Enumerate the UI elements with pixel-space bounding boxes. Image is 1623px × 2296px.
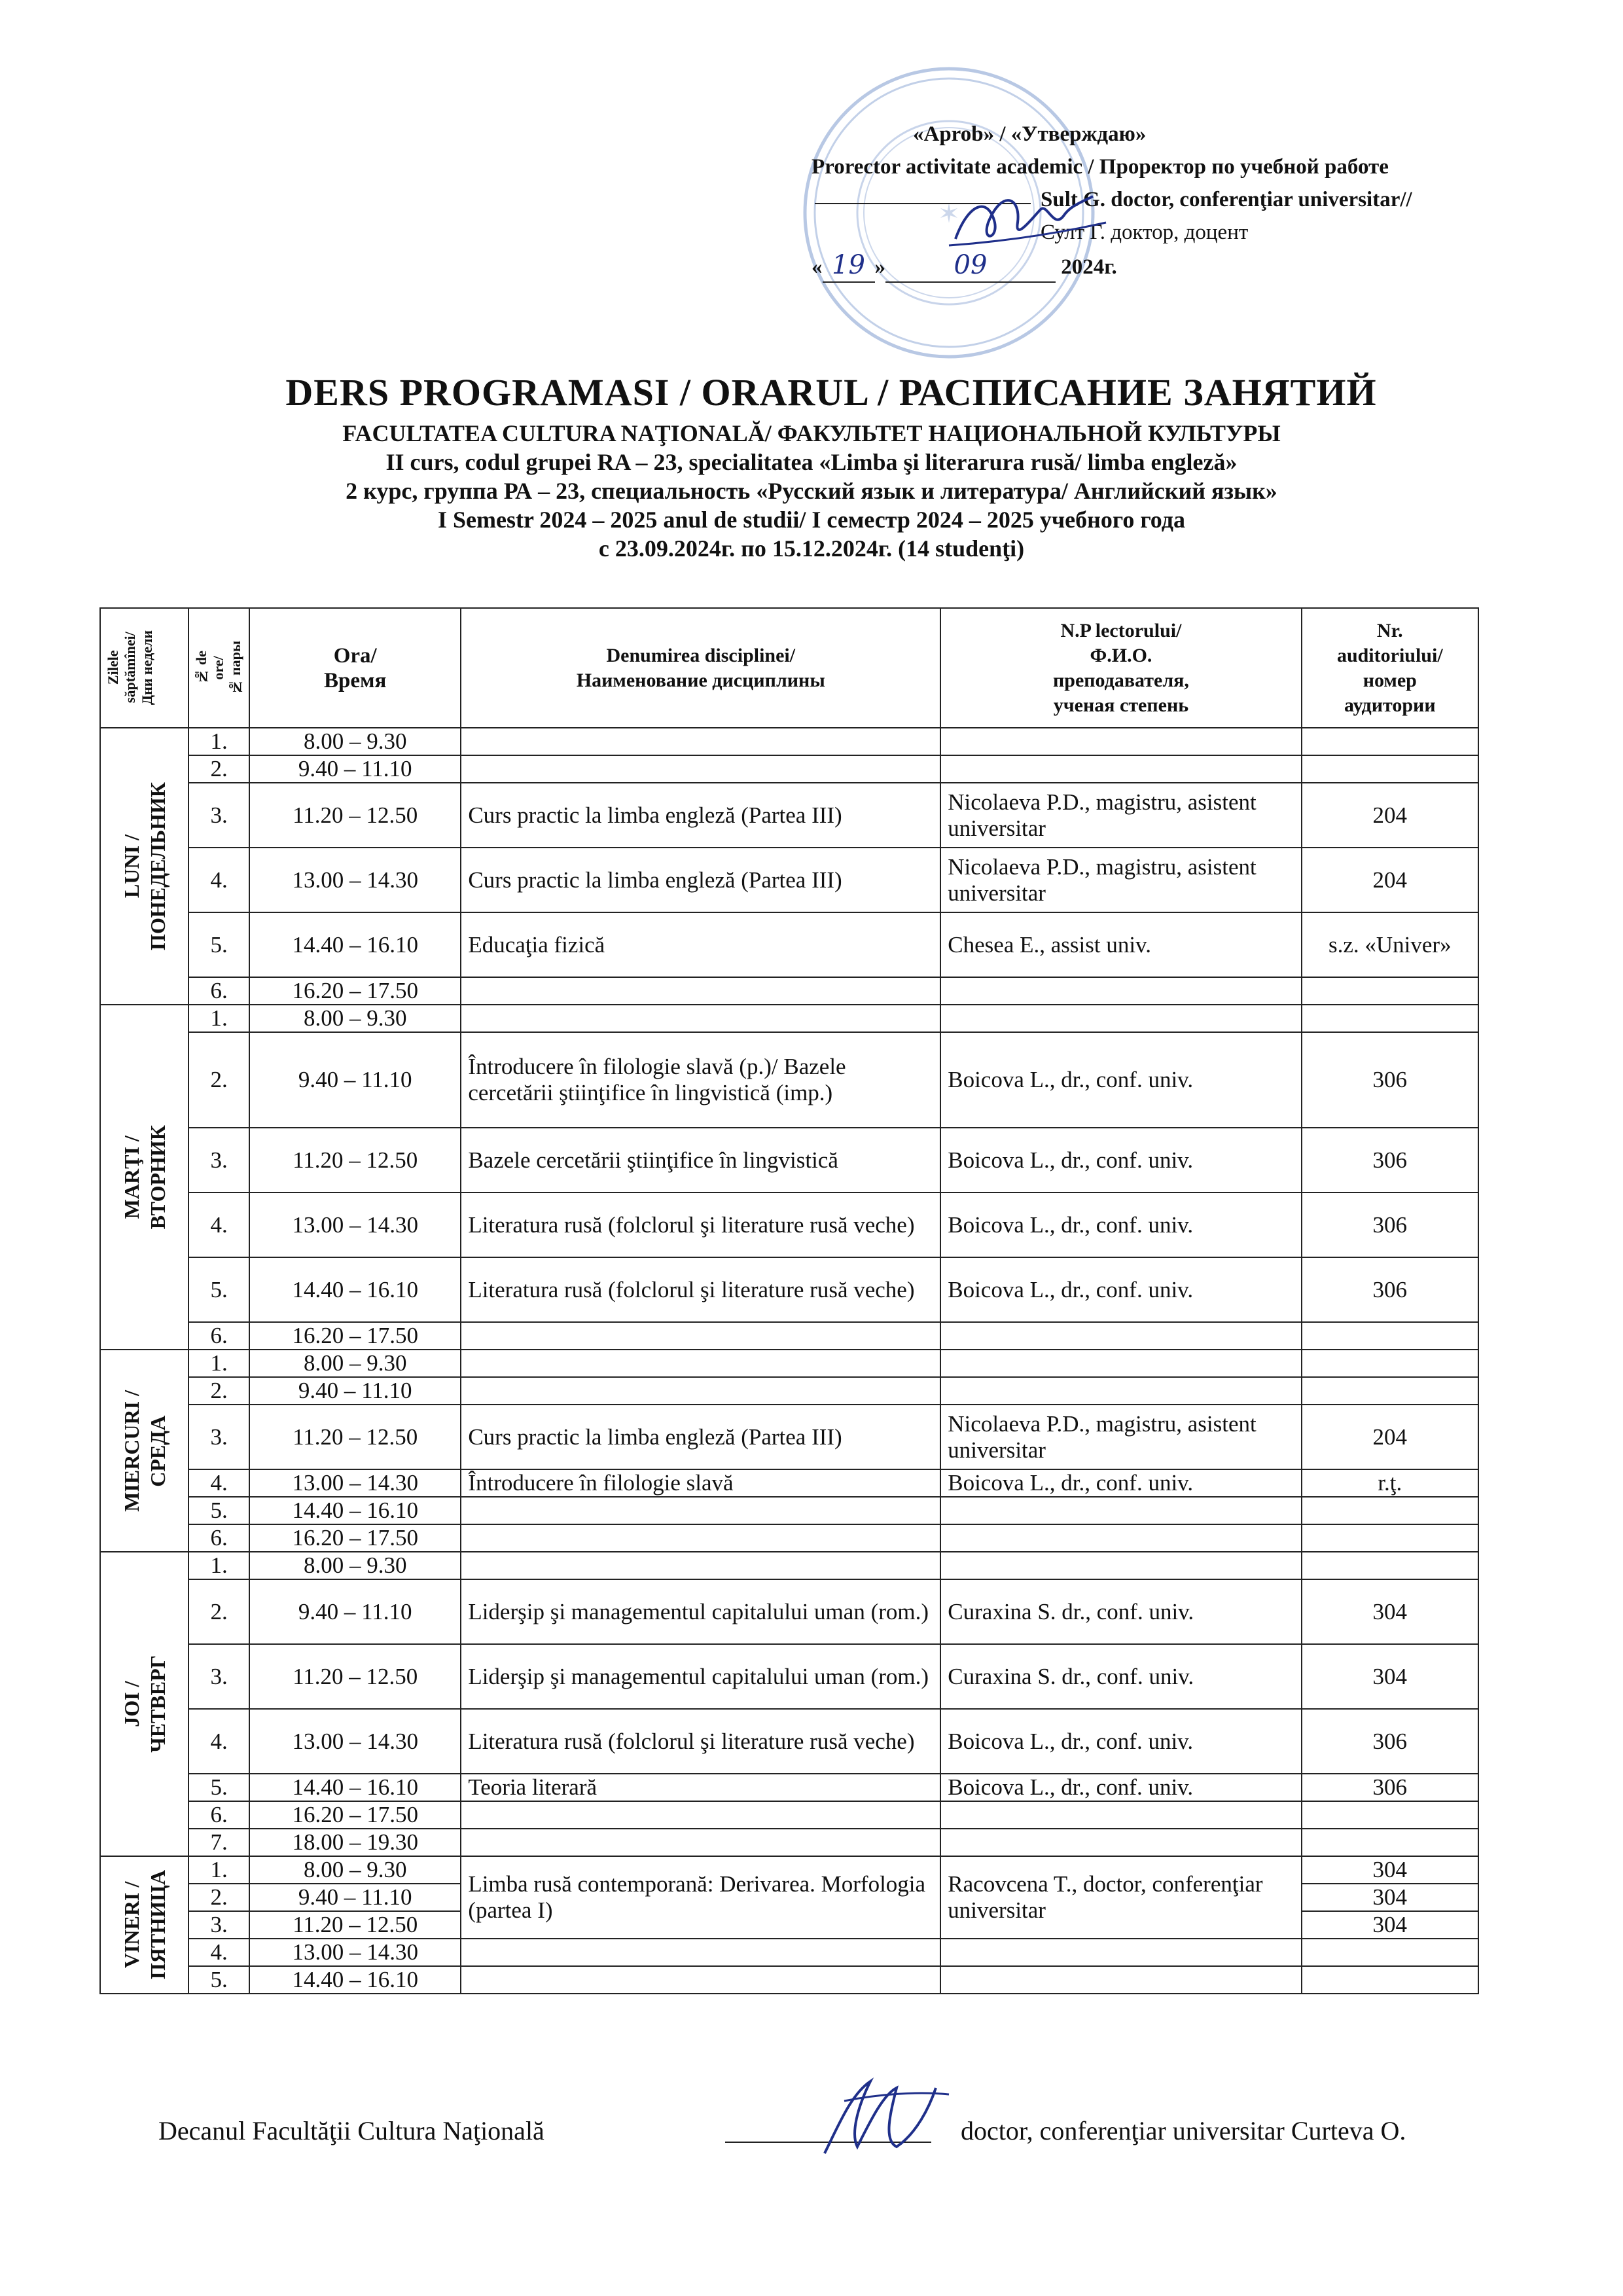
room-cell: 306	[1302, 1774, 1478, 1801]
lecturer-cell: Boicova L., dr., conf. univ.	[940, 1709, 1301, 1774]
lecturer-cell: Chesea E., assist univ.	[940, 912, 1301, 977]
pair-time: 9.40 – 11.10	[249, 1884, 461, 1911]
period: с 23.09.2024г. по 15.12.2024г. (14 studenţi)	[598, 535, 1025, 562]
lecturer-cell: Nicolaeva P.D., magistru, asistent universitar	[940, 1405, 1301, 1469]
room-cell	[1302, 977, 1478, 1005]
subject-cell	[461, 977, 940, 1005]
day-cell	[100, 1005, 188, 1350]
subject-cell: Curs practic la limba engleză (Partea III)	[461, 1405, 940, 1469]
pair-time: 11.20 – 12.50	[249, 1911, 461, 1939]
lecturer-cell: Nicolaeva P.D., magistru, asistent universitar	[940, 783, 1301, 848]
pair-number: 2.	[188, 755, 249, 783]
approval-name-ru: Султ Г. доктор, доцент	[1041, 221, 1249, 244]
subject-cell: Educaţia fizică	[461, 912, 940, 977]
lecturer-cell: Boicova L., dr., conf. univ.	[940, 1193, 1301, 1257]
lecturer-cell	[940, 1829, 1301, 1856]
subject-cell: Literatura rusă (folclorul şi literature rusă veche)	[461, 1709, 940, 1774]
lecturer-cell	[940, 1552, 1301, 1579]
schedule-row	[100, 1377, 1478, 1405]
room-cell: 204	[1302, 1405, 1478, 1469]
pair-time: 9.40 – 11.10	[249, 1032, 461, 1128]
pair-number: 2.	[188, 1579, 249, 1644]
schedule-row	[100, 1524, 1478, 1552]
day-label: VINERI / ПЯТНИЦА	[119, 1870, 169, 1980]
pair-number: 2.	[188, 1032, 249, 1128]
subject-cell: Literatura rusă (folclorul şi literature rusă veche)	[461, 1257, 940, 1322]
lecturer-cell	[940, 755, 1301, 783]
pair-number: 2.	[188, 1377, 249, 1405]
pair-time: 8.00 – 9.30	[249, 728, 461, 755]
room-cell	[1302, 1966, 1478, 1994]
pair-number: 6.	[188, 1524, 249, 1552]
pair-time: 8.00 – 9.30	[249, 1856, 461, 1884]
lecturer-cell	[940, 1350, 1301, 1377]
room-cell: 304	[1302, 1884, 1478, 1911]
document-titles	[0, 367, 1623, 563]
subject-cell: Curs practic la limba engleză (Partea III)	[461, 848, 940, 912]
pair-time: 11.20 – 12.50	[249, 783, 461, 848]
pair-time: 8.00 – 9.30	[249, 1552, 461, 1579]
pair-time: 13.00 – 14.30	[249, 1939, 461, 1966]
room-cell	[1302, 1829, 1478, 1856]
schedule-row	[100, 728, 1478, 755]
room-cell: 304	[1302, 1856, 1478, 1884]
pair-number: 1.	[188, 1005, 249, 1032]
lecturer-cell: Boicova L., dr., conf. univ.	[940, 1469, 1301, 1497]
room-cell: 204	[1302, 848, 1478, 912]
subject-cell	[461, 1524, 940, 1552]
pair-time: 16.20 – 17.50	[249, 1801, 461, 1829]
pair-number: 5.	[188, 1257, 249, 1322]
pair-number: 2.	[188, 1884, 249, 1911]
dean-signature	[785, 2068, 955, 2166]
date-year: 2024г.	[1061, 255, 1117, 279]
svg-text:✶: ✶	[938, 199, 960, 229]
subject-cell	[461, 1801, 940, 1829]
lecturer-cell	[940, 1377, 1301, 1405]
pair-time: 13.00 – 14.30	[249, 848, 461, 912]
faculty-title: FACULTATEA CULTURA NAŢIONALĂ/ ФАКУЛЬТЕТ НАЦИОНАЛЬНОЙ КУЛЬТУРЫ	[342, 420, 1281, 446]
lecturer-cell: Boicova L., dr., conf. univ.	[940, 1257, 1301, 1322]
pair-time: 13.00 – 14.30	[249, 1709, 461, 1774]
schedule-row	[100, 1939, 1478, 1966]
schedule-row	[100, 1644, 1478, 1709]
lecturer-cell	[940, 1939, 1301, 1966]
header-subject: Denumirea disciplinei/ Наименование дисциплины	[461, 608, 940, 728]
lecturer-cell: Curaxina S. dr., conf. univ.	[940, 1644, 1301, 1709]
lecturer-cell: Nicolaeva P.D., magistru, asistent universitar	[940, 848, 1301, 912]
room-cell: 304	[1302, 1644, 1478, 1709]
lecturer-cell: Boicova L., dr., conf. univ.	[940, 1032, 1301, 1128]
room-cell: 304	[1302, 1911, 1478, 1939]
schedule-row	[100, 1774, 1478, 1801]
lecturer-cell: Curaxina S. dr., conf. univ.	[940, 1579, 1301, 1644]
prorector-signature	[942, 177, 1113, 262]
day-cell	[100, 1856, 188, 1994]
pair-time: 9.40 – 11.10	[249, 1579, 461, 1644]
schedule-row	[100, 1193, 1478, 1257]
subject-cell	[461, 1005, 940, 1032]
pair-time: 14.40 – 16.10	[249, 1257, 461, 1322]
schedule-row	[100, 1005, 1478, 1032]
pair-number: 5.	[188, 912, 249, 977]
room-cell	[1302, 728, 1478, 755]
room-cell	[1302, 1350, 1478, 1377]
approval-title: «Aprob» / «Утверждаю»	[913, 122, 1147, 146]
pair-number: 1.	[188, 1350, 249, 1377]
schedule-row	[100, 848, 1478, 912]
subject-cell: Liderşip şi managementul capitalului uman (rom.)	[461, 1579, 940, 1644]
lecturer-cell	[940, 1524, 1301, 1552]
room-cell: 304	[1302, 1579, 1478, 1644]
room-cell	[1302, 1005, 1478, 1032]
header-num: № de ore/ № пары	[188, 608, 249, 728]
schedule-row	[100, 1709, 1478, 1774]
pair-time: 14.40 – 16.10	[249, 1966, 461, 1994]
pair-number: 4.	[188, 848, 249, 912]
schedule-row	[100, 1966, 1478, 1994]
approval-name-ro: Sult G. doctor, conferenţiar universitar//	[812, 183, 1558, 216]
pair-number: 4.	[188, 1469, 249, 1497]
pair-time: 8.00 – 9.30	[249, 1005, 461, 1032]
subject-cell: Curs practic la limba engleză (Partea III)	[461, 783, 940, 848]
pair-number: 3.	[188, 1128, 249, 1193]
subject-cell	[461, 1497, 940, 1524]
day-label: JOI / ЧЕТВЕРГ	[119, 1655, 169, 1753]
schedule-table	[99, 607, 1479, 1994]
lecturer-cell: Racovcena T., doctor, conferenţiar universitar	[940, 1856, 1301, 1939]
schedule-row	[100, 783, 1478, 848]
pair-time: 16.20 – 17.50	[249, 1322, 461, 1350]
schedule-row	[100, 755, 1478, 783]
pair-time: 16.20 – 17.50	[249, 977, 461, 1005]
room-cell: 306	[1302, 1709, 1478, 1774]
lecturer-cell	[940, 1005, 1301, 1032]
pair-time: 9.40 – 11.10	[249, 755, 461, 783]
header-lecturer: N.P lectorului/ Ф.И.О. преподавателя, ученая степень	[940, 608, 1301, 728]
date-month: 09	[885, 249, 1056, 283]
pair-time: 11.20 – 12.50	[249, 1644, 461, 1709]
pair-number: 3.	[188, 1644, 249, 1709]
subject-cell	[461, 1350, 940, 1377]
room-cell: 306	[1302, 1193, 1478, 1257]
header-room: Nr. auditoriului/ номер аудитории	[1302, 608, 1478, 728]
subject-cell	[461, 1939, 940, 1966]
pair-time: 13.00 – 14.30	[249, 1193, 461, 1257]
room-cell	[1302, 1801, 1478, 1829]
pair-time: 14.40 – 16.10	[249, 912, 461, 977]
pair-number: 5.	[188, 1774, 249, 1801]
day-label: LUNI / ПОНЕДЕЛЬНИК	[119, 782, 169, 950]
pair-time: 14.40 – 16.10	[249, 1774, 461, 1801]
schedule-row	[100, 1579, 1478, 1644]
schedule-row	[100, 1856, 1478, 1884]
day-cell	[100, 1552, 188, 1856]
subject-cell	[461, 1377, 940, 1405]
schedule-row	[100, 1801, 1478, 1829]
schedule-row	[100, 912, 1478, 977]
pair-time: 14.40 – 16.10	[249, 1497, 461, 1524]
pair-number: 3.	[188, 1911, 249, 1939]
room-cell	[1302, 1497, 1478, 1524]
dean-title: Decanul Facultăţii Cultura Naţională	[158, 2116, 544, 2145]
pair-time: 11.20 – 12.50	[249, 1128, 461, 1193]
pair-number: 5.	[188, 1966, 249, 1994]
room-cell: 204	[1302, 783, 1478, 848]
semester: I Semestr 2024 – 2025 anul de studii/ I семестр 2024 – 2025 учебного года	[438, 507, 1185, 533]
room-cell	[1302, 1377, 1478, 1405]
subject-cell	[461, 1966, 940, 1994]
lecturer-cell	[940, 1966, 1301, 1994]
subject-cell: Bazele cercetării ştiinţifice în lingvistică	[461, 1128, 940, 1193]
pair-number: 3.	[188, 783, 249, 848]
pair-number: 3.	[188, 1405, 249, 1469]
group-ro: II curs, codul grupei RA – 23, specialitatea «Limba şi literarura rusă/ limba engleză»	[385, 449, 1238, 475]
pair-number: 4.	[188, 1193, 249, 1257]
room-cell	[1302, 1322, 1478, 1350]
schedule-row	[100, 1350, 1478, 1377]
subject-cell	[461, 1552, 940, 1579]
schedule-row	[100, 1497, 1478, 1524]
lecturer-cell	[940, 1322, 1301, 1350]
subject-cell	[461, 755, 940, 783]
subject-cell: Literatura rusă (folclorul şi literature rusă veche)	[461, 1193, 940, 1257]
schedule-row	[100, 1257, 1478, 1322]
pair-number: 1.	[188, 1856, 249, 1884]
header-row	[100, 608, 1478, 728]
schedule-row	[100, 1552, 1478, 1579]
lecturer-cell: Boicova L., dr., conf. univ.	[940, 1774, 1301, 1801]
subject-cell: Limba rusă contemporană: Derivarea. Morfologia (partea I)	[461, 1856, 940, 1939]
lecturer-cell	[940, 1497, 1301, 1524]
pair-number: 1.	[188, 728, 249, 755]
schedule-row	[100, 1829, 1478, 1856]
pair-number: 4.	[188, 1939, 249, 1966]
room-cell: s.z. «Univer»	[1302, 912, 1478, 977]
room-cell: 306	[1302, 1257, 1478, 1322]
pair-number: 6.	[188, 977, 249, 1005]
lecturer-cell: Boicova L., dr., conf. univ.	[940, 1128, 1301, 1193]
approval-block	[812, 118, 1558, 283]
lecturer-cell	[940, 728, 1301, 755]
schedule-row	[100, 1032, 1478, 1128]
pair-time: 9.40 – 11.10	[249, 1377, 461, 1405]
day-label: MARŢI / ВТОРНИК	[119, 1124, 169, 1230]
room-cell: 306	[1302, 1128, 1478, 1193]
pair-number: 6.	[188, 1801, 249, 1829]
day-label: MIERCURI / СРЕДА	[119, 1390, 169, 1512]
room-cell	[1302, 755, 1478, 783]
pair-number: 5.	[188, 1497, 249, 1524]
pair-time: 16.20 – 17.50	[249, 1524, 461, 1552]
subject-cell: Teoria literară	[461, 1774, 940, 1801]
day-cell	[100, 728, 188, 1005]
pair-number: 7.	[188, 1829, 249, 1856]
document-title: DERS PROGRAMASI / ORARUL / РАСПИСАНИЕ ЗАНЯТИЙ	[285, 371, 1377, 414]
subject-cell	[461, 1322, 940, 1350]
lecturer-cell	[940, 977, 1301, 1005]
group-ru: 2 курс, группа РА – 23, специальность «Русский язык и литература/ Английский язык»	[346, 478, 1277, 504]
approval-position: Prorector activitate academic / Проректор по учебной работе	[812, 155, 1389, 179]
header-day: Zilele săptămînei/ Дни недели	[100, 608, 188, 728]
pair-number: 4.	[188, 1709, 249, 1774]
room-cell: 306	[1302, 1032, 1478, 1128]
pair-number: 1.	[188, 1552, 249, 1579]
subject-cell: Liderşip şi managementul capitalului uman (rom.)	[461, 1644, 940, 1709]
subject-cell: Întroducere în filologie slavă (p.)/ Bazele cercetării ştiinţifice în lingvistică (imp.)	[461, 1032, 940, 1128]
date-day: 19	[823, 249, 875, 283]
pair-time: 8.00 – 9.30	[249, 1350, 461, 1377]
subject-cell	[461, 1829, 940, 1856]
pair-time: 18.00 – 19.30	[249, 1829, 461, 1856]
schedule-row	[100, 977, 1478, 1005]
schedule-row	[100, 1128, 1478, 1193]
pair-number: 6.	[188, 1322, 249, 1350]
subject-cell: Întroducere în filologie slavă	[461, 1469, 940, 1497]
approval-date: « 19 » 09 2024г.	[812, 249, 1558, 283]
header-time: Ora/ Время	[249, 608, 461, 728]
room-cell	[1302, 1524, 1478, 1552]
day-cell	[100, 1350, 188, 1552]
schedule-row	[100, 1322, 1478, 1350]
pair-time: 11.20 – 12.50	[249, 1405, 461, 1469]
room-cell	[1302, 1552, 1478, 1579]
schedule-row	[100, 1405, 1478, 1469]
pair-time: 13.00 – 14.30	[249, 1469, 461, 1497]
room-cell: r.ţ.	[1302, 1469, 1478, 1497]
schedule-row	[100, 1469, 1478, 1497]
lecturer-cell	[940, 1801, 1301, 1829]
dean-name: doctor, conferenţiar universitar Curteva O.	[961, 2116, 1406, 2145]
room-cell	[1302, 1939, 1478, 1966]
subject-cell	[461, 728, 940, 755]
